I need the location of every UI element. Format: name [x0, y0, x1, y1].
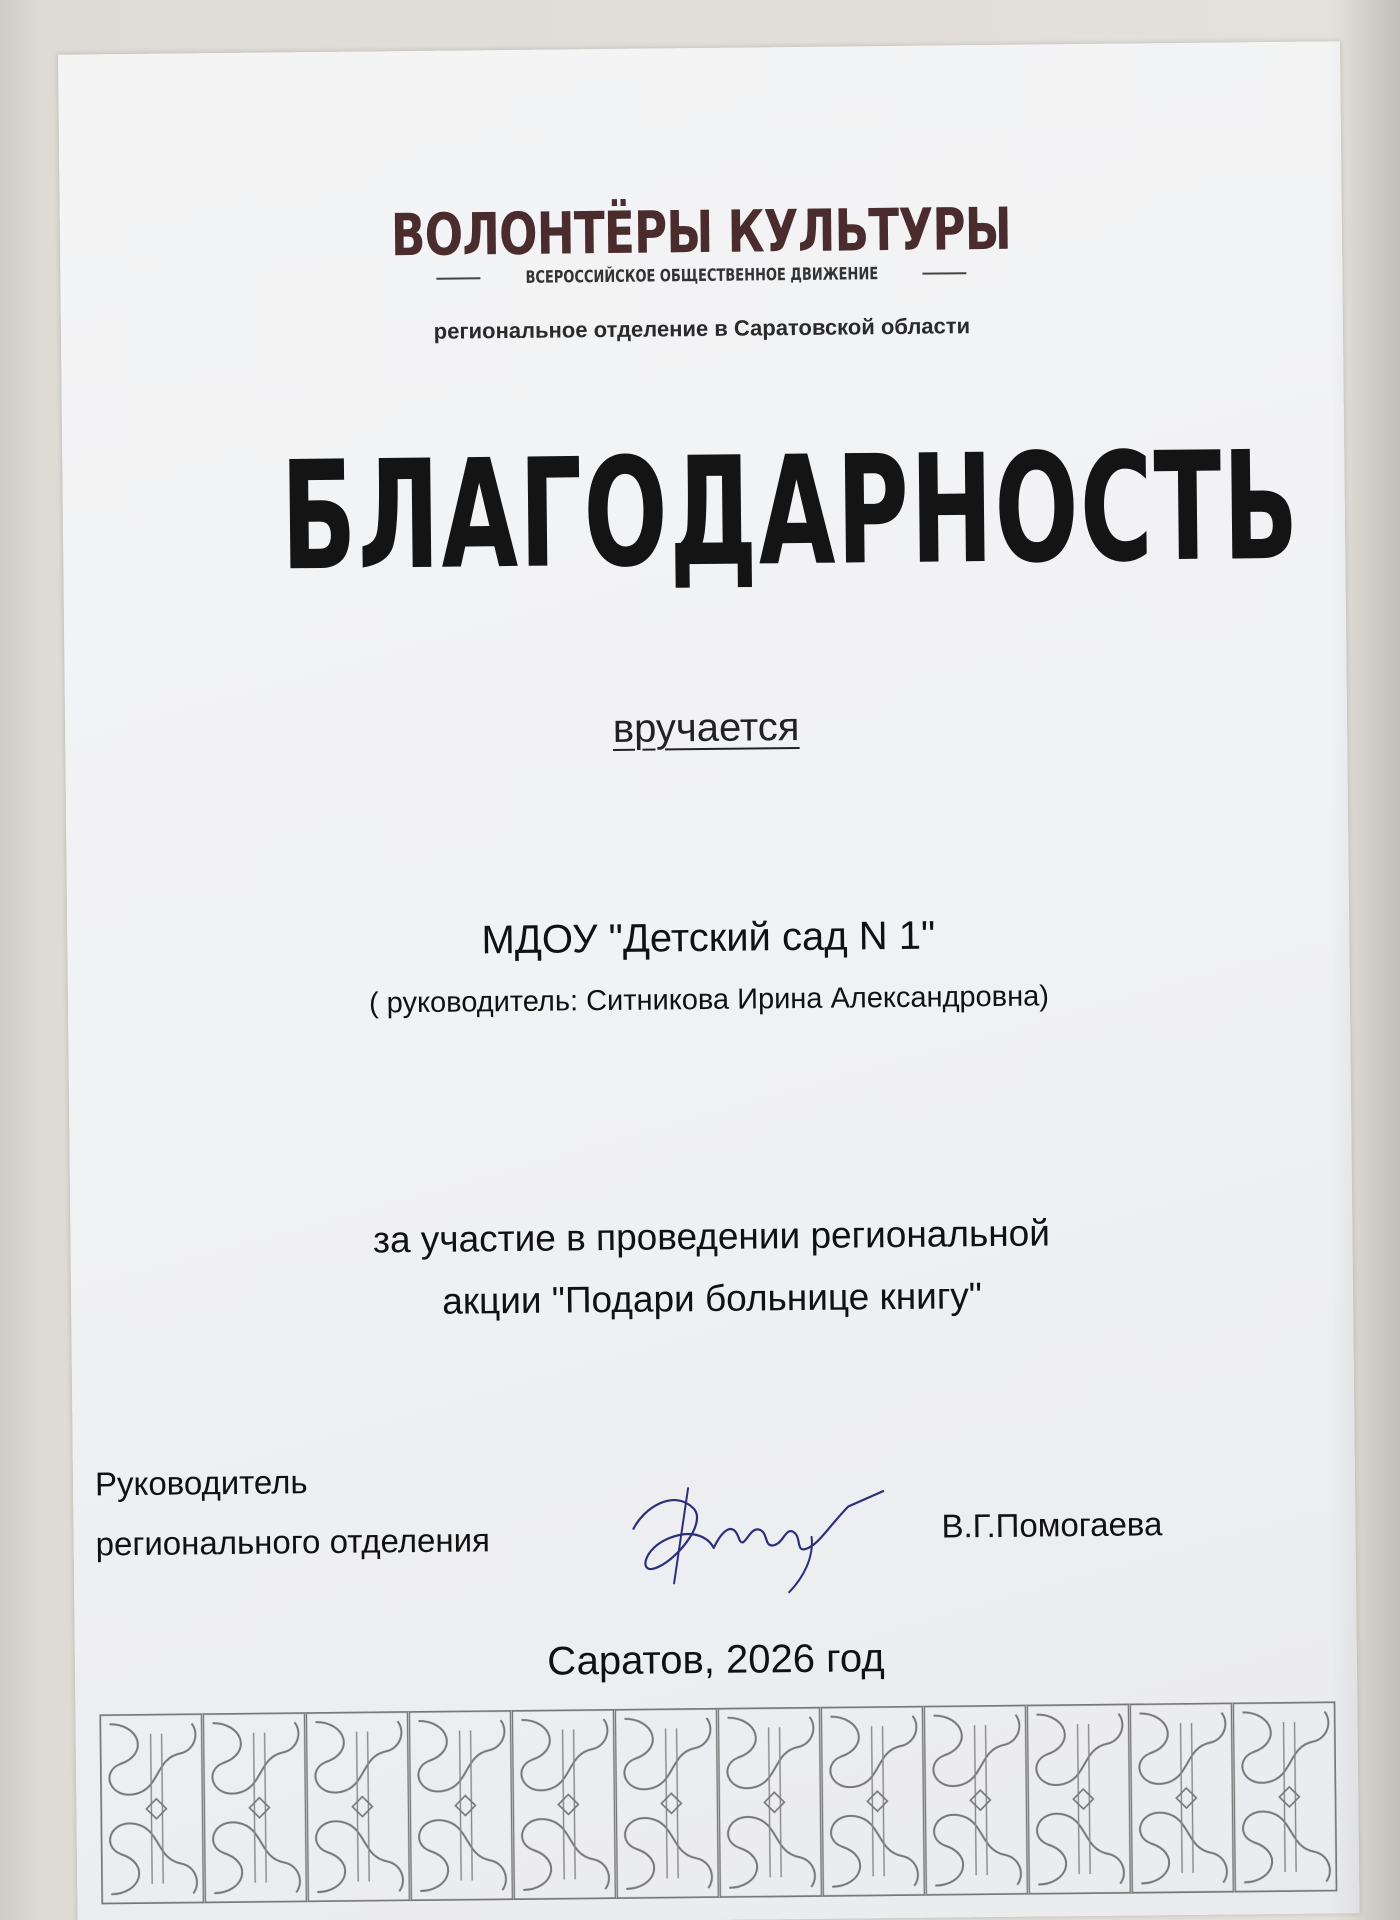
ornament-border [99, 1701, 1337, 1904]
role-line-1: Руководитель [94, 1463, 308, 1503]
brand-logo-text: ВОЛОНТЁРЫ КУЛЬТУРЫ [390, 194, 1012, 270]
signature-stroke-main [633, 1491, 884, 1569]
reason-line-2: акции "Подари больнице книгу" [442, 1275, 983, 1322]
reason-line-1: за участие в проведении региональной [372, 1212, 1051, 1261]
signatory-name: В.Г.Помогаева [941, 1505, 1163, 1545]
region-label: региональное отделение в Саратовской области [433, 313, 971, 344]
certificate-sheet [58, 41, 1360, 1920]
presented-line [65, 699, 1347, 757]
subtitle-dash-left [436, 277, 480, 279]
place-and-year: Саратов, 2026 год [547, 1636, 885, 1684]
presented-text: вручается [612, 704, 800, 751]
handwritten-signature [613, 1466, 894, 1599]
signatory-role [95, 1450, 491, 1574]
recipient-name: МДОУ "Детский сад N 1" [481, 913, 936, 963]
award-reason [70, 1199, 1353, 1336]
brand-subtitle-text: ВСЕРОССИЙСКОЕ ОБЩЕСТВЕННОЕ ДВИЖЕНИЕ [524, 264, 878, 288]
signature-stroke-tail [789, 1537, 813, 1592]
subtitle-dash-right [923, 272, 967, 274]
role-line-2: регионального отделения [95, 1521, 491, 1563]
recipient-head: ( руководитель: Ситникова Ирина Александровна) [368, 980, 1050, 1020]
certificate-title: БЛАГОДАРНОСТЬ [279, 419, 1301, 605]
ornament-pattern [99, 1701, 1337, 1904]
